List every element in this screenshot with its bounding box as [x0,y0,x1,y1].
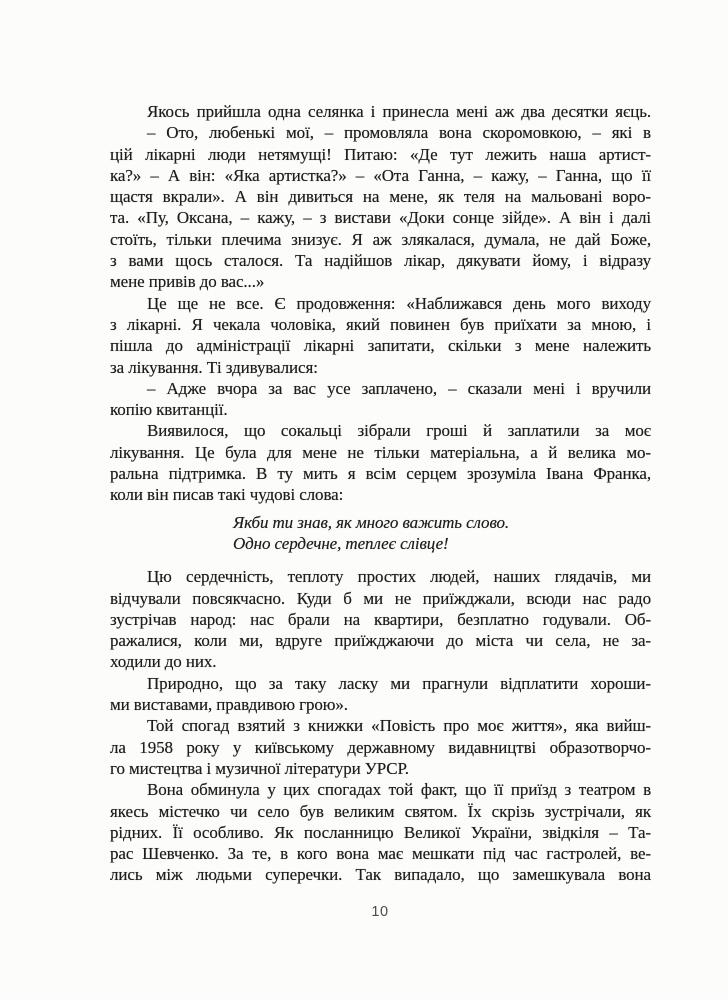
text-line: копію квитанції. [110,400,228,420]
text-line: Вона обминула у цих спогадах той факт, що її приїзд з театром в [147,780,651,800]
paragraph [110,779,651,885]
text-line: рідних. Її особливо. Як посланницю Великої України, звідкіля – Та- [110,822,651,842]
text-line: мене привів до вас...» [110,272,265,292]
paragraph [110,420,651,505]
text-line: Природно, що за таку ласку ми прагнули відплатити хороши- [147,673,651,693]
text-line: Той спогад взятий з книжки «Повість про моє життя», яка вийш- [147,716,651,736]
text-line: ка?» – А він: «Яка артистка?» – «Ота Ганна, – кажу, – Ганна, що її [110,165,651,185]
text-line: – Адже вчора за вас усе заплачено, – сказали мені і вручили [147,378,651,398]
paragraph [110,673,651,716]
text-line: ходили до них. [110,652,217,672]
text-line: лись між людьми суперечки. Так випадало, що замешкувала вона [110,865,651,885]
text-line: з лікарні. Я чекала чоловіка, який повинен був приїхати за мною, і [110,314,651,334]
text-line: за лікування. Ті здивувалися: [110,357,318,377]
text-line: лікування. Це була для мене не тільки матеріальна, а й велика мо- [110,442,651,462]
text-line: зустрічав народ: нас брали на квартири, безплатно годували. Об- [110,609,651,629]
paragraph [110,378,651,421]
text-line: ральна підтримка. В ту мить я всім серцем зрозуміла Івана Франка, [110,464,651,484]
text-line: – Ото, любенькі мої, – промовляла вона скоромовкою, – які в [147,123,651,143]
text-line: якесь містечко чи село був великим святом. Їх скрізь зустрічали, як [110,801,651,821]
paragraph [110,293,651,378]
verse-quote [233,512,651,555]
text-line: ми виставами, правдивою грою». [110,695,348,715]
text-line: рас Шевченко. За те, в кого вона має мешкати під час гастролей, ве- [110,844,651,864]
text-line: стоїть, тільки плечима знизує. Я аж злякалася, думала, не дай Боже, [110,229,651,249]
text-line: щастя вкрали». А він дивиться на мене, як теля на мальовані воро- [110,187,651,207]
paragraph [110,122,651,292]
text-line: Цю сердечність, теплоту простих людей, наших глядачів, ми [147,567,651,587]
text-line: ла 1958 року у київському державному видавництві образотворчо- [110,737,651,757]
text-line: Це ще не все. Є продовження: «Наближався день мого виходу [147,293,651,313]
text-line: Одно сердечне, теплеє слівце! [233,533,449,553]
text-line: го мистецтва і музичної літератури УРСР. [110,758,409,778]
text-line: ражалися, коли ми, вдруге приїжджаючи до міста чи села, не за- [110,631,651,651]
paragraph [110,715,651,779]
paragraph [110,101,651,122]
text-line: пішла до адміністрації лікарні запитати, скільки з мене належить [110,336,651,356]
text-line: з вами щось сталося. Та надійшов лікар, дякувати йому, і відразу [110,251,651,271]
text-line: Якби ти знав, як много важить слово. [233,512,510,532]
text-line: коли він писав такі чудові слова: [110,485,344,505]
text-line: Якось прийшла одна селянка і принесла мені аж два десятки яєць. [147,102,651,121]
page-number: 10 [371,904,389,920]
text-block [110,101,651,886]
text-line: та. «Пу, Оксана, – кажу, – з вистави «Доки сонце зійде». А він і далі [110,208,651,228]
text-line: Виявилося, що сокальці зібрали гроші й заплатили за моє [147,421,651,441]
text-line: відчували повсякчасно. Куди б ми не приїжджали, всюди нас радо [110,588,651,608]
text-line: цій лікарні люди нетямущі! Питаю: «Де тут лежить наша артист- [110,144,651,164]
paragraph [110,566,651,672]
